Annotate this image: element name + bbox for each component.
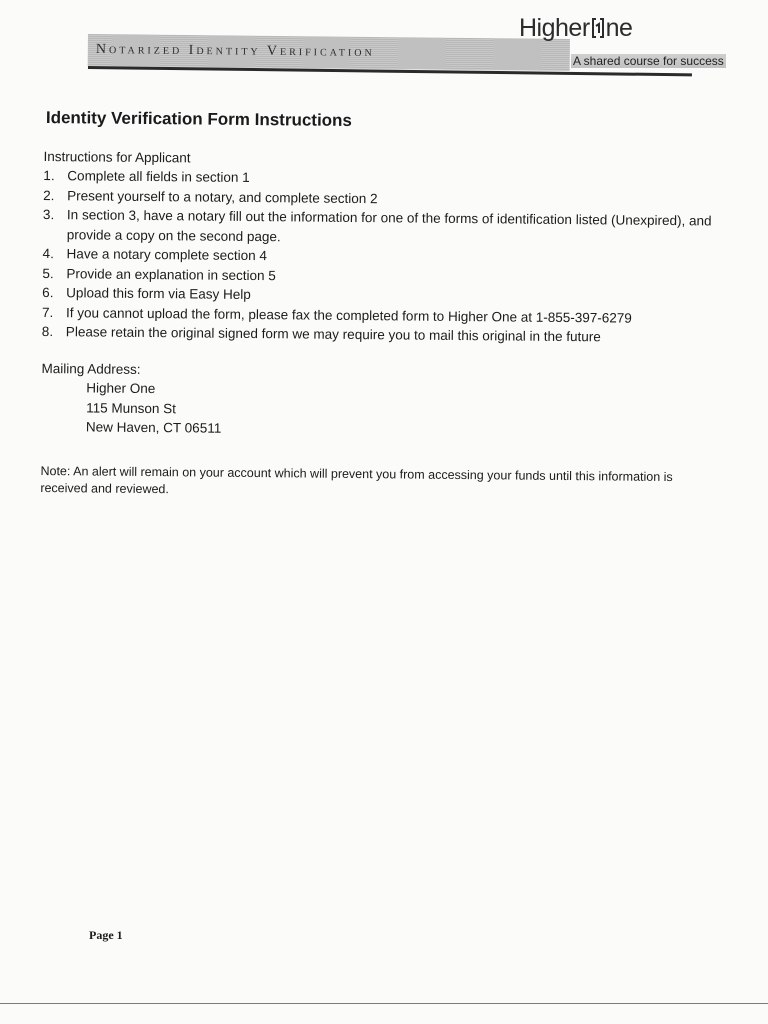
instructions-content <box>40 108 734 503</box>
step-number: 6. <box>42 284 54 301</box>
instruction-steps-list <box>42 166 734 348</box>
document-header-title: Notarized Identity Verification <box>95 42 375 60</box>
step-text: Complete all fields in section 1 <box>67 168 250 185</box>
step-number: 2. <box>43 187 55 203</box>
step-number: 4. <box>42 245 54 262</box>
step-number: 7. <box>41 304 54 320</box>
step-number: 3. <box>42 206 55 223</box>
mailing-address-block <box>41 358 732 443</box>
form-heading: Identity Verification Form Instructions <box>45 108 353 130</box>
page-number: Page 1 <box>89 928 123 942</box>
logo-tagline: A shared course for success <box>573 54 724 68</box>
address-line-1: Higher One <box>86 380 156 397</box>
step-text: In section 3, have a notary fill out the information for one of the forms of identification listed (Unexpired), and provide a copy on the second page. <box>66 207 712 244</box>
mailing-address-label: Mailing Address: <box>41 360 141 377</box>
instructions-subheading: Instructions for Applicant <box>43 148 191 166</box>
step-text: Please retain the original signed form we may require you to mail this original in the future <box>65 324 601 345</box>
step-text: Present yourself to a notary, and complete section 2 <box>67 187 378 206</box>
list-item <box>43 205 733 251</box>
step-text: Have a notary complete section 4 <box>66 246 268 264</box>
step-text: Upload this form via Easy Help <box>66 285 251 302</box>
step-text: Provide an explanation in section 5 <box>66 265 276 283</box>
account-alert-note: Note: An alert will remain on your account which will prevent you from accessing your funds until this information is received and reviewed. <box>40 463 673 496</box>
logo-wordmark <box>519 14 632 43</box>
logo-text-right: ne <box>605 14 633 42</box>
address-line-2: 115 Munson St <box>86 399 177 416</box>
step-number: 5. <box>42 265 54 281</box>
step-text: If you cannot upload the form, please fax the completed form to Higher One at 1-855-397-6279 <box>65 304 632 326</box>
footer-rule <box>0 1003 768 1004</box>
step-number: 1. <box>43 167 55 184</box>
logo-text-left: Higher <box>519 14 590 42</box>
mailing-address <box>41 378 732 443</box>
higher-one-logo <box>519 14 724 74</box>
step-number: 8. <box>41 323 54 340</box>
higher-one-bracket-logo-icon <box>591 18 605 38</box>
address-line-3: New Haven, CT 06511 <box>85 419 222 436</box>
